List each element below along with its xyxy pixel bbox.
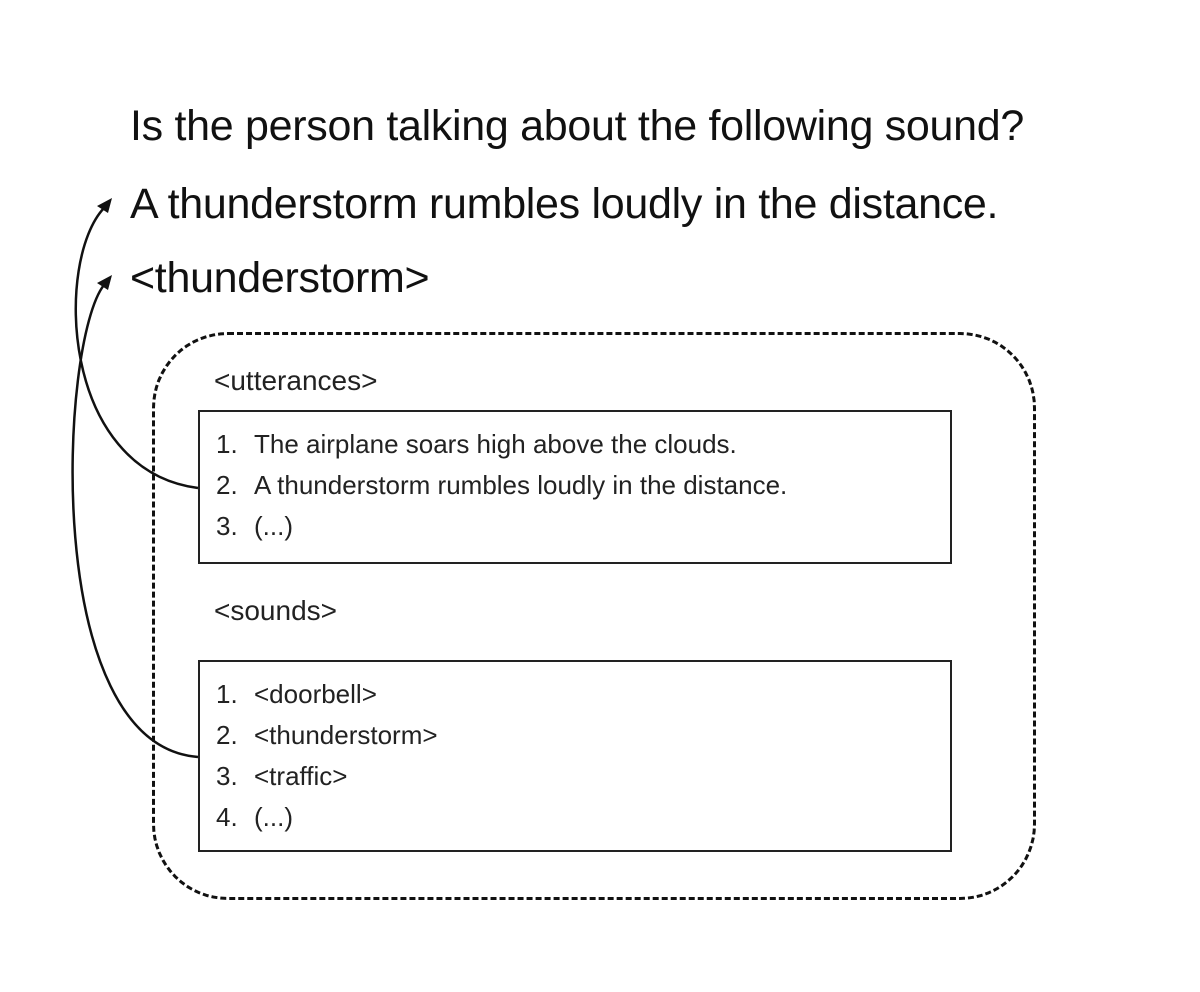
utterance-item [216,465,950,506]
sounds-label: <sounds> [214,595,337,626]
utterance-item-text: The airplane soars high above the clouds. [254,429,737,459]
sound-item [216,797,950,838]
sound-item [216,715,950,756]
sound-item-text: <thunderstorm> [254,720,438,750]
sound-item-number: 4. [216,802,238,832]
sound-item [216,756,950,797]
sounds-list [198,660,952,852]
selected-utterance-text: A thunderstorm rumbles loudly in the distance. [130,180,999,228]
sound-arrowhead-icon [97,275,112,290]
sound-item-number: 2. [216,720,238,750]
utterances-label: <utterances> [214,365,378,396]
sound-item [216,674,950,715]
sound-item-text: <traffic> [254,761,348,791]
utterances-list [198,410,952,564]
question-text: Is the person talking about the following sound? [130,102,1024,150]
selected-sound-tag: <thunderstorm> [130,254,430,302]
utterance-item [216,424,950,465]
sound-item-text: <doorbell> [254,679,377,709]
utterance-item-text: A thunderstorm rumbles loudly in the distance. [254,470,788,500]
utterance-item-number: 2. [216,470,238,500]
utterance-item [216,506,950,547]
utterance-item-text: (...) [254,511,293,541]
sound-item-number: 3. [216,761,238,791]
utterance-item-number: 1. [216,429,238,459]
sound-item-text: (...) [254,802,293,832]
sound-item-number: 1. [216,679,238,709]
utterance-item-number: 3. [216,511,238,541]
utterance-arrowhead-icon [97,198,112,213]
